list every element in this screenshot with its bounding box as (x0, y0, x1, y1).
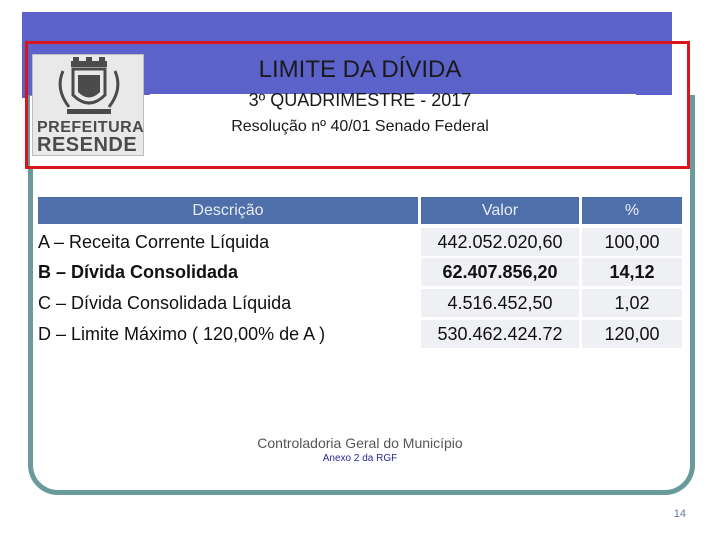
resolution-text: Resolução nº 40/01 Senado Federal (231, 118, 489, 135)
row-valor: 4.516.452,50 (421, 289, 579, 317)
row-percent: 120,00 (582, 320, 682, 348)
row-valor: 442.052.020,60 (421, 228, 579, 256)
row-descricao: D – Limite Máximo ( 120,00% de A ) (38, 324, 326, 344)
row-descricao: A – Receita Corrente Líquida (38, 232, 270, 252)
logo-text-prefeitura: PREFEITURA (37, 119, 145, 136)
footer-anexo: Anexo 2 da RGF (322, 453, 398, 464)
row-valor: 62.407.856,20 (421, 258, 579, 286)
page-subtitle: 3º QUADRIMESTRE - 2017 (248, 90, 472, 110)
row-valor: 530.462.424.72 (421, 320, 579, 348)
header-percent: % (582, 197, 682, 224)
logo-text-resende: RESENDE (37, 134, 138, 156)
row-descricao: B – Dívida Consolidada (38, 262, 239, 282)
row-percent: 14,12 (582, 258, 682, 286)
row-descricao: C – Dívida Consolidada Líquida (38, 293, 292, 313)
footer-controladoria: Controladoria Geral do Município (257, 435, 463, 451)
title-highlight-box (25, 41, 690, 169)
page-number: 14 (673, 508, 686, 520)
row-percent: 1,02 (582, 289, 682, 317)
header-descricao: Descrição (38, 197, 418, 224)
row-percent: 100,00 (582, 228, 682, 256)
header-valor: Valor (421, 197, 579, 224)
page-title: LIMITE DA DÍVIDA (258, 56, 462, 83)
